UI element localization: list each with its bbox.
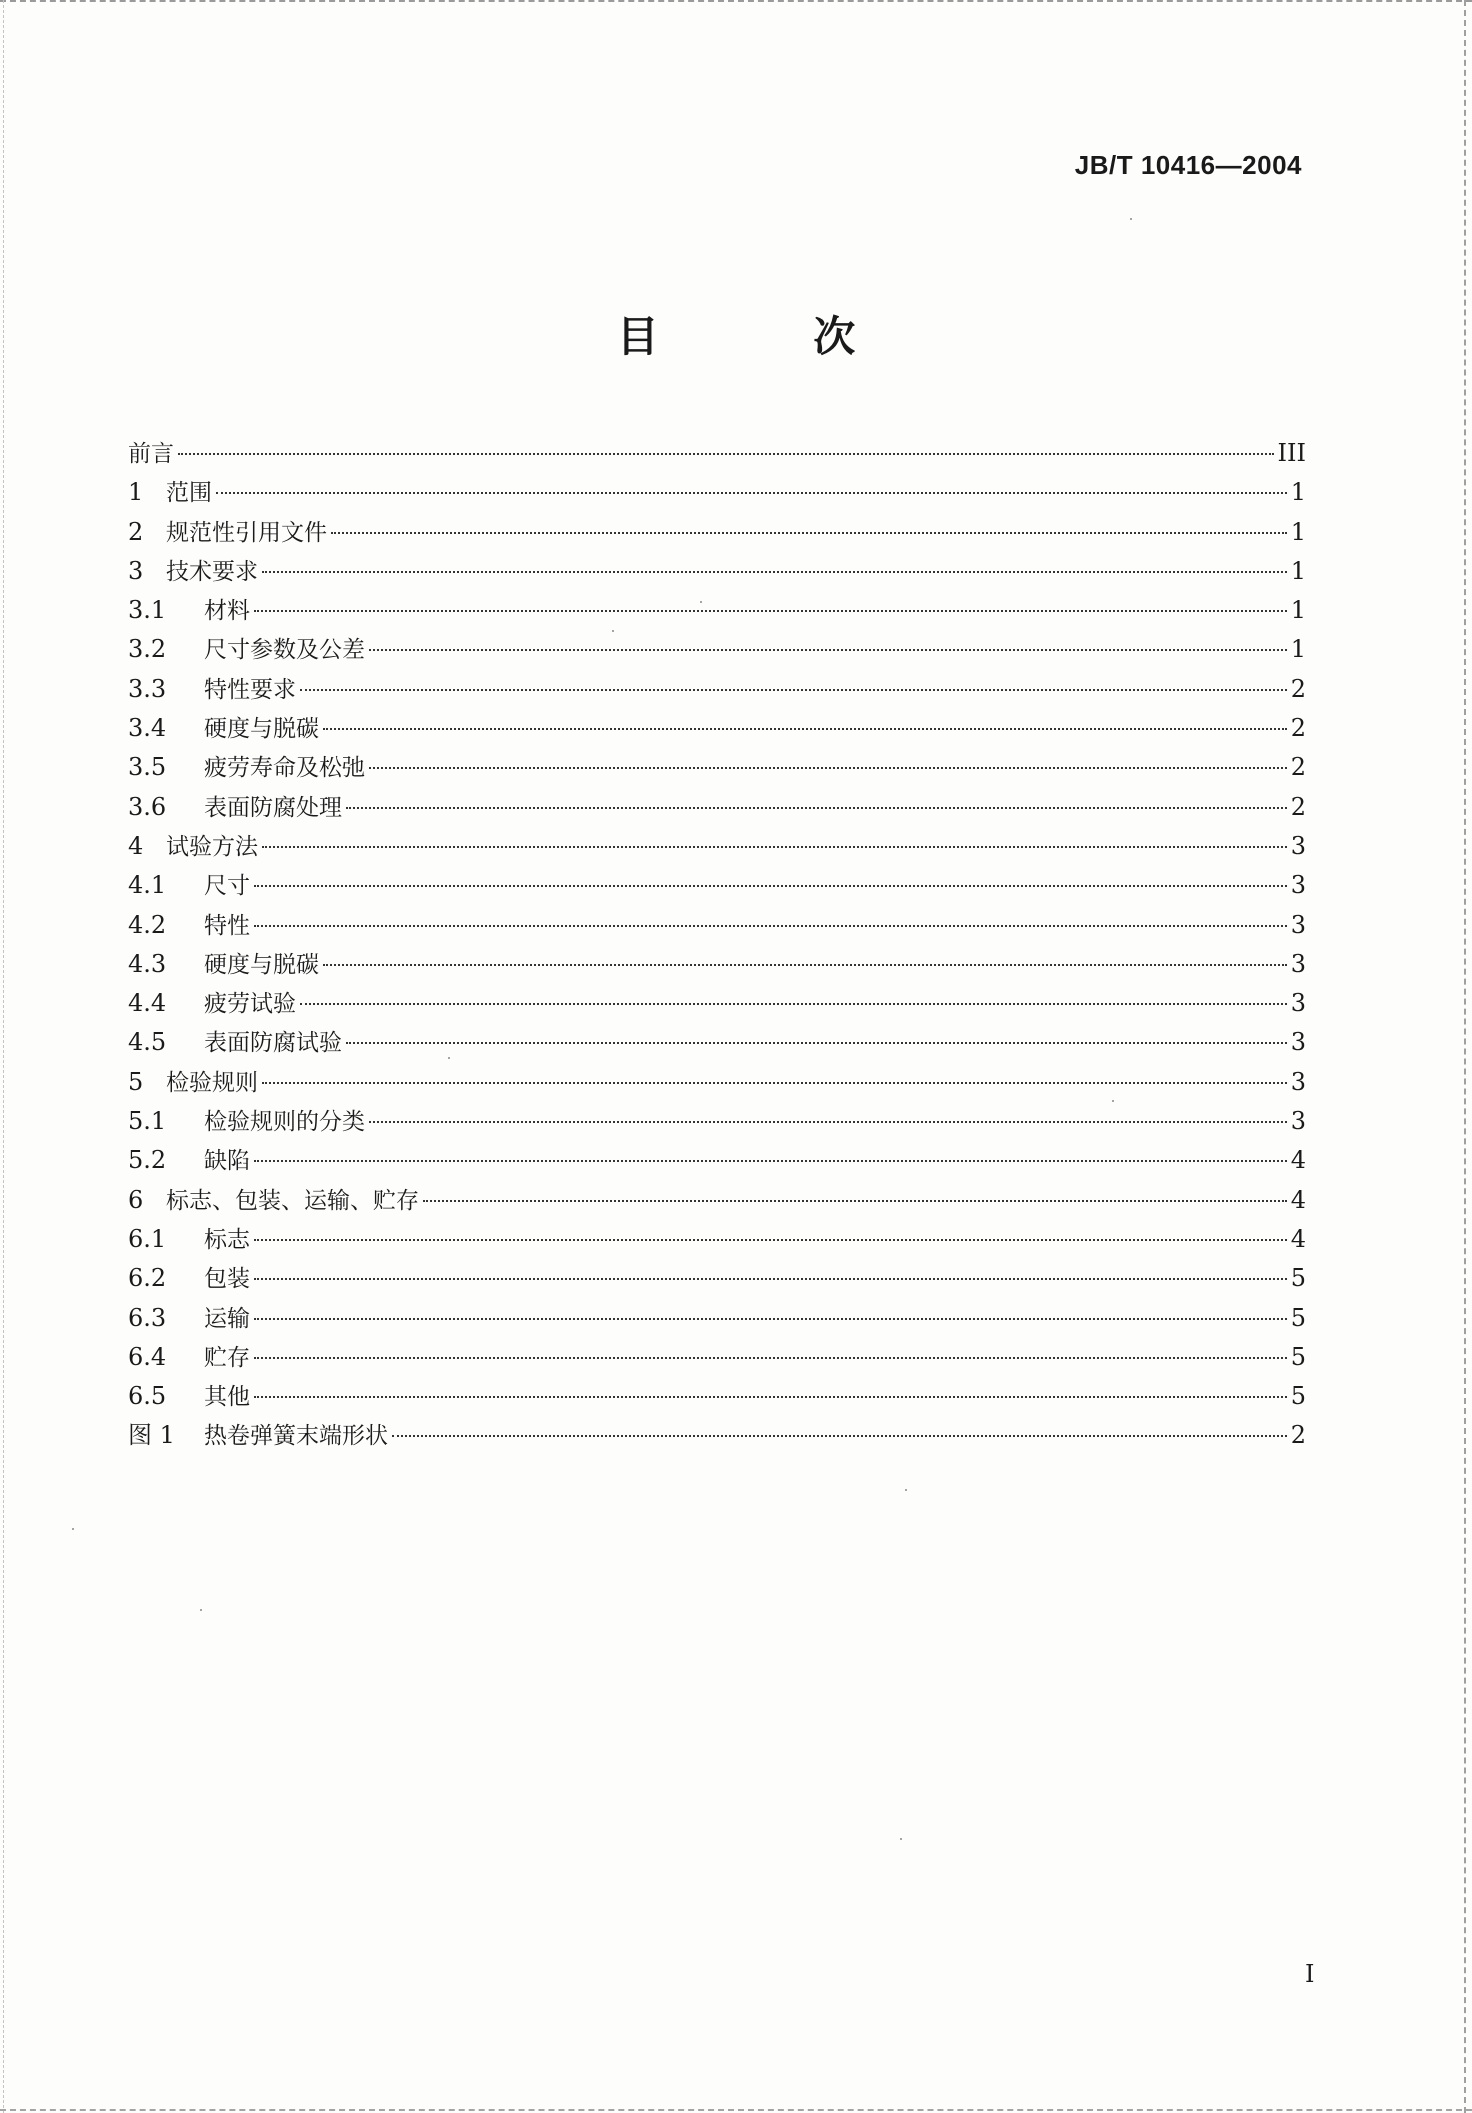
toc-entry-page: 4 — [1290, 1185, 1306, 1214]
toc-entry-page: 1 — [1290, 517, 1306, 546]
toc-dot-leader — [300, 1003, 1287, 1005]
toc-entry-label: 特性 — [204, 912, 250, 939]
standard-code: JB/T 10416—2004 — [1074, 150, 1302, 180]
toc-dot-leader — [216, 492, 1287, 494]
toc-entry-number: 6.4 — [128, 1342, 167, 1371]
toc-dot-leader — [254, 885, 1287, 887]
toc-entry-number: 3.2 — [128, 635, 167, 664]
toc-entry[interactable] — [128, 984, 1306, 1023]
toc-entry-page: 4 — [1290, 1146, 1306, 1175]
toc-entry[interactable] — [128, 748, 1306, 787]
toc-entry-number: 3.6 — [128, 792, 167, 821]
toc-dot-leader — [254, 1318, 1287, 1320]
toc-dot-leader — [423, 1200, 1287, 1202]
toc-entry-number: 6.1 — [128, 1224, 167, 1253]
toc-entry-number: 4.2 — [128, 910, 167, 939]
toc-entry[interactable] — [128, 1220, 1306, 1259]
toc-entry-page: 5 — [1290, 1264, 1306, 1293]
toc-entry-number: 6 — [128, 1185, 144, 1214]
toc-entry-label: 硬度与脱碳 — [204, 951, 319, 978]
toc-entry-number: 6.3 — [128, 1303, 167, 1332]
toc-dot-leader — [254, 1278, 1287, 1280]
toc-entry-label: 材料 — [204, 598, 250, 625]
toc-dot-leader — [300, 689, 1287, 691]
toc-entry-label: 检验规则 — [166, 1069, 258, 1096]
toc-dot-leader — [254, 1357, 1287, 1359]
toc-entry-page: III — [1277, 439, 1306, 467]
toc-dot-leader — [262, 846, 1287, 848]
toc-dot-leader — [254, 1396, 1287, 1398]
toc-entry-page: 3 — [1290, 1067, 1306, 1096]
toc-entry-number: 5.1 — [128, 1107, 167, 1136]
toc-entry-number: 2 — [128, 517, 144, 546]
toc-entry-label: 技术要求 — [166, 558, 258, 585]
toc-entry[interactable] — [128, 788, 1306, 827]
toc-entry-label: 疲劳试验 — [204, 991, 296, 1018]
toc-entry[interactable] — [128, 945, 1306, 984]
toc-entry-label: 包装 — [204, 1266, 250, 1293]
toc-dot-leader — [369, 767, 1287, 769]
toc-entry-number: 3.3 — [128, 674, 167, 703]
toc-entry-page: 1 — [1290, 478, 1306, 507]
toc-entry-label: 表面防腐处理 — [204, 794, 342, 821]
toc-entry-number: 6.5 — [128, 1382, 167, 1411]
toc-entry-label: 范围 — [166, 480, 212, 507]
toc-dot-leader — [178, 453, 1274, 455]
toc-entry-label: 热卷弹簧末端形状 — [204, 1423, 388, 1450]
scan-speck — [448, 1057, 450, 1059]
toc-entry-label: 标志、包装、运输、贮存 — [166, 1187, 419, 1214]
toc-entry-label: 尺寸 — [204, 873, 250, 900]
toc-dot-leader — [262, 571, 1287, 573]
toc-entry[interactable] — [128, 906, 1306, 945]
toc-entry-page: 3 — [1290, 949, 1306, 978]
table-of-contents — [128, 434, 1306, 1456]
toc-dot-leader — [254, 610, 1287, 612]
toc-entry-number: 4.4 — [128, 989, 167, 1018]
toc-entry[interactable] — [128, 1377, 1306, 1416]
toc-entry-page: 5 — [1290, 1303, 1306, 1332]
toc-entry-page: 1 — [1290, 556, 1306, 585]
toc-entry-label: 检验规则的分类 — [204, 1109, 365, 1136]
toc-entry-page: 3 — [1290, 989, 1306, 1018]
scan-speck — [1130, 218, 1132, 220]
toc-entry-page: 2 — [1290, 1421, 1306, 1450]
toc-entry[interactable] — [128, 709, 1306, 748]
toc-entry-number: 6.2 — [128, 1264, 167, 1293]
toc-entry[interactable] — [128, 1338, 1306, 1377]
toc-dot-leader — [254, 1160, 1287, 1162]
toc-entry[interactable] — [128, 1259, 1306, 1298]
toc-entry-number: 1 — [128, 478, 144, 507]
toc-dot-leader — [346, 1042, 1287, 1044]
scan-speck — [900, 1838, 902, 1840]
toc-entry[interactable] — [128, 591, 1306, 630]
scan-speck — [905, 1489, 907, 1491]
toc-dot-leader — [254, 1239, 1287, 1241]
toc-entry[interactable] — [128, 1299, 1306, 1338]
toc-entry[interactable] — [128, 827, 1306, 866]
toc-entry[interactable] — [128, 670, 1306, 709]
page-number: I — [1305, 1960, 1315, 1988]
toc-entry-label: 前言 — [128, 441, 174, 467]
toc-entry-page: 2 — [1290, 714, 1306, 743]
toc-entry[interactable] — [128, 866, 1306, 905]
scan-speck — [72, 1528, 74, 1530]
toc-entry-number: 5 — [128, 1067, 144, 1096]
toc-dot-leader — [254, 925, 1287, 927]
toc-entry-label: 贮存 — [204, 1344, 250, 1371]
toc-entry-label: 规范性引用文件 — [166, 519, 327, 546]
toc-entry-label: 表面防腐试验 — [204, 1030, 342, 1057]
toc-entry[interactable] — [128, 513, 1306, 552]
toc-entry-number: 5.2 — [128, 1146, 167, 1175]
toc-dot-leader — [392, 1435, 1287, 1437]
toc-dot-leader — [331, 532, 1287, 534]
toc-entry-page: 2 — [1290, 792, 1306, 821]
toc-entry[interactable] — [128, 1416, 1306, 1455]
toc-entry-label: 其他 — [204, 1384, 250, 1411]
toc-dot-leader — [369, 1121, 1287, 1123]
scan-speck — [200, 1609, 202, 1611]
toc-dot-leader — [323, 964, 1287, 966]
toc-entry-number: 3.4 — [128, 714, 167, 743]
toc-entry[interactable] — [128, 434, 1306, 473]
toc-entry-number: 3.1 — [128, 596, 167, 625]
toc-entry-number: 4.3 — [128, 949, 167, 978]
toc-entry-label: 试验方法 — [166, 833, 258, 860]
page-title: 目 次 — [616, 312, 926, 361]
toc-entry[interactable] — [128, 1141, 1306, 1180]
toc-entry[interactable] — [128, 1102, 1306, 1141]
toc-entry-page: 3 — [1290, 1107, 1306, 1136]
toc-entry-page: 3 — [1290, 1028, 1306, 1057]
toc-entry[interactable] — [128, 1023, 1306, 1062]
toc-entry-label: 疲劳寿命及松弛 — [204, 755, 365, 782]
toc-entry[interactable] — [128, 1063, 1306, 1102]
toc-entry-page: 2 — [1290, 674, 1306, 703]
scan-speck — [612, 630, 614, 632]
toc-entry-page: 4 — [1290, 1224, 1306, 1253]
toc-entry[interactable] — [128, 473, 1306, 512]
toc-entry-number: 图 1 — [128, 1421, 175, 1450]
toc-entry-number: 4 — [128, 831, 144, 860]
scan-speck — [1112, 1100, 1114, 1102]
toc-entry[interactable] — [128, 1181, 1306, 1220]
toc-entry-label: 硬度与脱碳 — [204, 716, 319, 743]
toc-entry-page: 3 — [1290, 871, 1306, 900]
toc-entry-number: 3 — [128, 556, 144, 585]
scan-edge-top — [0, 0, 1472, 6]
toc-entry-page: 1 — [1290, 596, 1306, 625]
toc-entry[interactable] — [128, 630, 1306, 669]
toc-entry-label: 特性要求 — [204, 676, 296, 703]
scan-speck — [700, 601, 702, 603]
toc-entry-page: 5 — [1290, 1382, 1306, 1411]
toc-entry-page: 5 — [1290, 1342, 1306, 1371]
toc-dot-leader — [323, 728, 1287, 730]
toc-entry[interactable] — [128, 552, 1306, 591]
toc-dot-leader — [346, 807, 1287, 809]
toc-entry-number: 3.5 — [128, 753, 167, 782]
toc-entry-page: 3 — [1290, 910, 1306, 939]
toc-entry-label: 运输 — [204, 1305, 250, 1332]
toc-dot-leader — [369, 649, 1287, 651]
toc-entry-number: 4.1 — [128, 871, 167, 900]
toc-dot-leader — [262, 1082, 1287, 1084]
scan-edge-bottom — [0, 2106, 1472, 2111]
toc-entry-label: 标志 — [204, 1226, 250, 1253]
toc-entry-label: 尺寸参数及公差 — [204, 637, 365, 664]
toc-entry-page: 2 — [1290, 753, 1306, 782]
toc-entry-number: 4.5 — [128, 1028, 167, 1057]
toc-entry-label: 缺陷 — [204, 1148, 250, 1175]
toc-entry-page: 1 — [1290, 635, 1306, 664]
toc-entry-page: 3 — [1290, 831, 1306, 860]
